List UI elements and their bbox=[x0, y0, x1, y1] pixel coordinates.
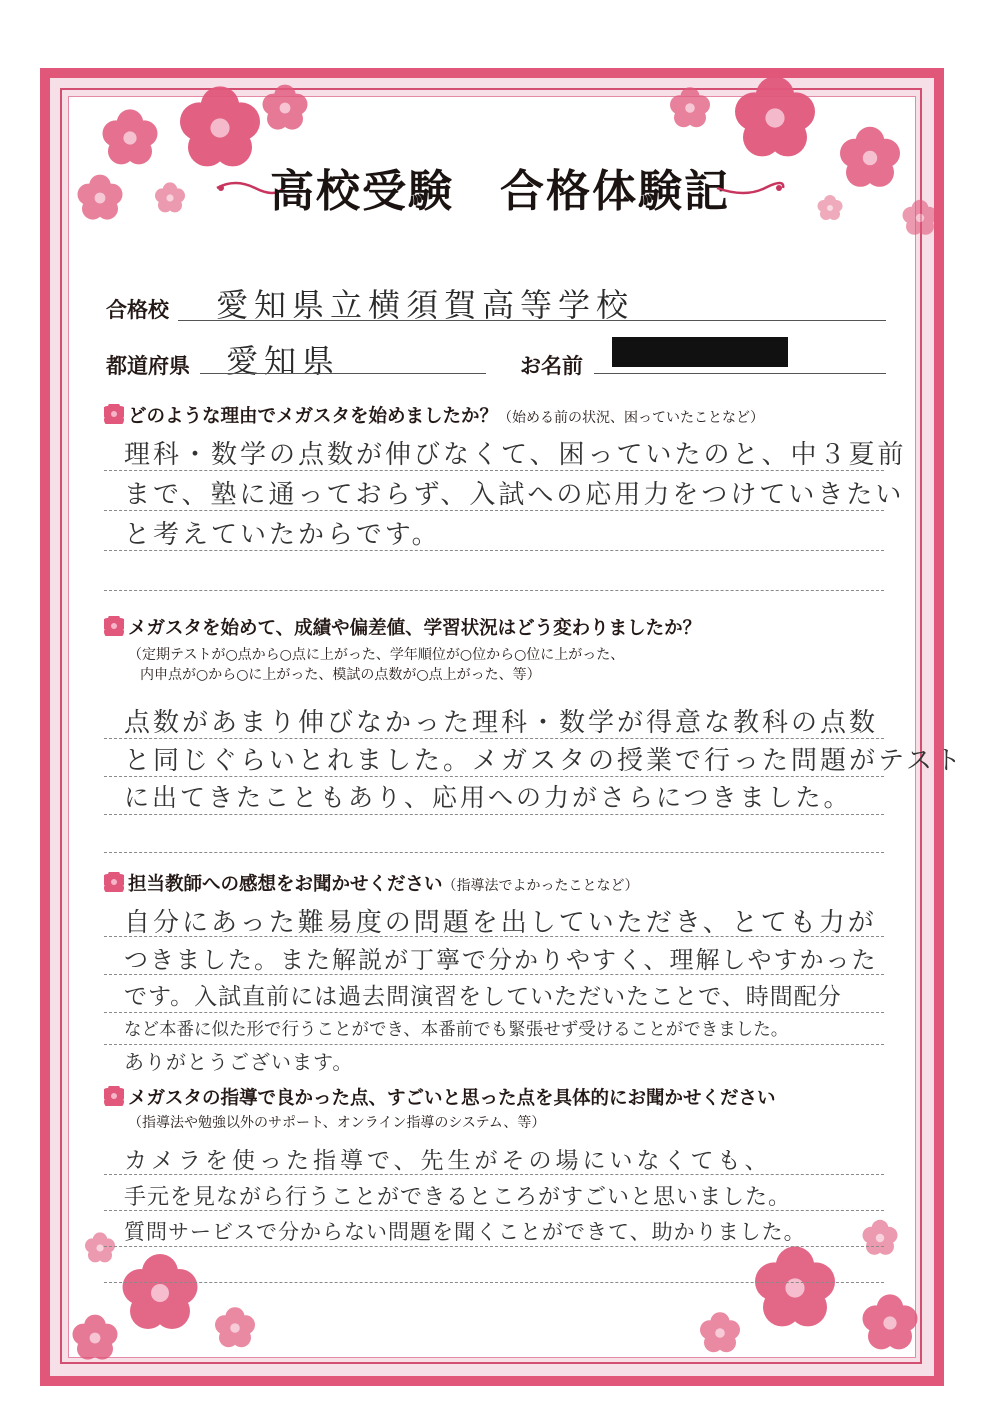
answer-3-line-4: など本番に似た形で行うことができ、本番前でも緊張せず受けることができました。 bbox=[124, 1020, 789, 1040]
answer-4-rule bbox=[104, 1174, 884, 1175]
document-title-wrap bbox=[0, 155, 1000, 219]
answer-1-line-2: まで、塾に通っておらず、入試への応用力をつけていきたい bbox=[124, 480, 905, 510]
answer-2-rule bbox=[104, 776, 884, 777]
blossom-bullet-icon bbox=[104, 1086, 124, 1106]
answer-3-rule bbox=[104, 974, 884, 975]
answer-1-line-1: 理科・数学の点数が伸びなくて、困っていたのと、中３夏前 bbox=[124, 440, 907, 470]
answer-2-line-3: に出てきたこともあり、応用への力がさらにつきました。 bbox=[124, 783, 852, 812]
answer-3-line-3: です。入試直前には過去問演習をしていただいたことで、時間配分 bbox=[124, 984, 842, 1010]
question-2-sub-1: （定期テストが○点から○点に上がった、学年順位が○位から○位に上がった、 bbox=[128, 647, 625, 663]
answer-3-rule bbox=[104, 936, 884, 937]
prefecture-underline bbox=[200, 373, 486, 374]
blossom-bullet-icon bbox=[104, 616, 124, 636]
question-1 bbox=[128, 402, 764, 428]
document-title: 高校受験 合格体験記 bbox=[270, 166, 730, 217]
answer-3-line-1: 自分にあった難易度の問題を出していただき、とても力が bbox=[124, 908, 877, 938]
answer-4-rule bbox=[104, 1282, 884, 1283]
answer-2-rule bbox=[104, 814, 884, 815]
school-value: 愛知県立横須賀高等学校 bbox=[216, 286, 635, 324]
answer-1-rule bbox=[104, 550, 884, 551]
answer-3-line-5: ありがとうございます。 bbox=[124, 1050, 354, 1074]
answer-4-line-3: 質問サービスで分からない問題を聞くことができて、助かりました。 bbox=[124, 1220, 806, 1244]
answer-2-line-2: と同じぐらいとれました。メガスタの授業で行った問題がテスト bbox=[124, 746, 964, 776]
question-1-note: （始める前の状況、困っていたことなど） bbox=[498, 410, 765, 426]
question-3-title: 担当教師への感想をお聞かせください bbox=[128, 874, 443, 895]
title-ornament-right bbox=[715, 178, 785, 198]
answer-1-line-3: と考えていたからです。 bbox=[124, 520, 441, 550]
question-2-sub-2: 内申点が○から○に上がった、模試の点数が○点上がった、等） bbox=[140, 667, 541, 683]
answer-4-line-1: カメラを使った指導で、先生がその場にいなくても、 bbox=[124, 1148, 772, 1174]
question-1-title: どのような理由でメガスタを始めましたか？ bbox=[128, 406, 499, 427]
answer-3-rule bbox=[104, 1012, 884, 1013]
answer-4-rule bbox=[104, 1210, 884, 1211]
name-label: お名前 bbox=[520, 354, 583, 378]
blossom-bullet-icon bbox=[104, 404, 124, 424]
answer-2-rule bbox=[104, 738, 884, 739]
name-underline bbox=[594, 373, 886, 374]
school-underline bbox=[178, 320, 886, 321]
answer-1-rule bbox=[104, 590, 884, 591]
answer-2-rule bbox=[104, 852, 884, 853]
question-3 bbox=[128, 870, 639, 896]
answer-4-rule bbox=[104, 1246, 884, 1247]
question-2-title: メガスタを始めて、成績や偏差値、学習状況はどう変わりましたか？ bbox=[128, 618, 702, 639]
blossom-bullet-icon bbox=[104, 872, 124, 892]
question-4-title: メガスタの指導で良かった点、すごいと思った点を具体的にお聞かせください bbox=[128, 1088, 776, 1109]
prefecture-value: 愛知県 bbox=[226, 342, 341, 380]
question-3-note: （指導法でよかったことなど） bbox=[442, 878, 639, 894]
school-label: 合格校 bbox=[106, 298, 169, 322]
answer-1-rule bbox=[104, 470, 884, 471]
name-redaction bbox=[612, 337, 788, 367]
answer-2-line-1: 点数があまり伸びなかった理科・数学が得意な教科の点数 bbox=[124, 708, 879, 738]
prefecture-label: 都道府県 bbox=[106, 354, 190, 378]
answer-3-rule bbox=[104, 1044, 884, 1045]
answer-3-line-2: つきました。また解説が丁寧で分かりやすく、理解しやすかった bbox=[124, 946, 878, 974]
question-4-sub-1: （指導法や勉強以外のサポート、オンライン指導のシステム、等） bbox=[128, 1115, 546, 1131]
answer-4-line-2: 手元を見ながら行うことができるところがすごいと思いました。 bbox=[124, 1185, 792, 1210]
answer-1-rule bbox=[104, 510, 884, 511]
